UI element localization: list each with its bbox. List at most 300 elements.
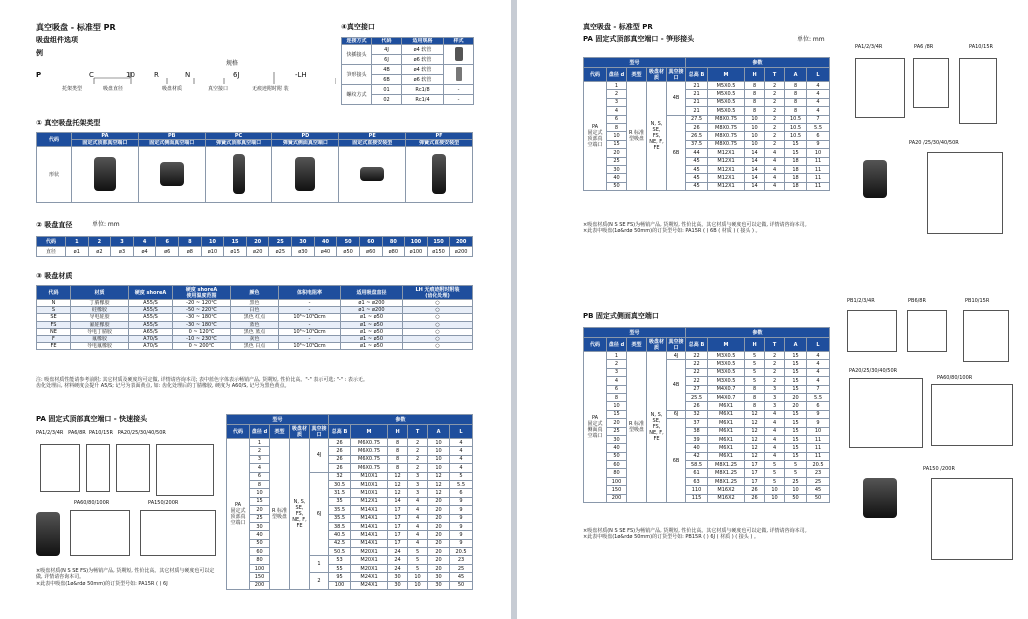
spec-cell: M14X1 xyxy=(351,514,388,522)
spec-cell: 26 xyxy=(329,447,351,455)
spec-cell: 24 xyxy=(388,548,408,556)
spec-row xyxy=(584,368,830,376)
s4-cell: ø6 软管 xyxy=(402,55,444,65)
pa-barb-model-3: PA10/15R xyxy=(969,44,993,50)
spec-dia-cell: 1 xyxy=(250,439,270,447)
s3-row xyxy=(37,343,473,350)
spec-cell: 27 xyxy=(686,385,708,393)
spec-cell: 20 xyxy=(428,556,450,564)
spec-th: M xyxy=(708,68,745,82)
spec-port-cell: 6B xyxy=(667,419,686,503)
pb-th: 参数 xyxy=(686,328,830,338)
spec-dia-cell: 15 xyxy=(607,410,627,418)
spec-cell: 11 xyxy=(807,157,830,165)
s2-code-cell: 200 xyxy=(450,237,473,247)
s3-cell: A70/S xyxy=(129,335,173,342)
spec-dia-cell: 30 xyxy=(607,435,627,443)
spec-code-cell: PA 固定式 顶部真 空端口 xyxy=(584,82,607,191)
s3-cell: FE xyxy=(37,343,71,350)
spec-cell: M6X1 xyxy=(708,452,745,460)
spec-cell: 10.5 xyxy=(785,115,807,123)
spec-dia-cell: 4 xyxy=(607,377,627,385)
spec-dia-cell: 15 xyxy=(607,140,627,148)
s4-cell: 01 xyxy=(372,85,402,95)
spec-cell: 110 xyxy=(686,486,708,494)
spec-cell: 5 xyxy=(745,360,765,368)
s2-unit: 单位: mm xyxy=(92,221,120,228)
spec-dia-cell: 8 xyxy=(607,123,627,131)
spec-cell: M16X2 xyxy=(708,486,745,494)
spec-cell: M6X0.75 xyxy=(351,439,388,447)
spec-dia-cell: 30 xyxy=(250,522,270,530)
s3-cell: -50 ~ 220℃ xyxy=(173,307,231,314)
spec-cell: 20 xyxy=(785,402,807,410)
pe-photo xyxy=(339,147,406,203)
spec-row xyxy=(584,435,830,443)
spec-cell: 55 xyxy=(329,564,351,572)
spec-cell: 11 xyxy=(807,444,830,452)
s3-cell: 白色 xyxy=(231,307,279,314)
code-p: P xyxy=(36,71,42,79)
spec-cell: 2 xyxy=(408,464,428,472)
spec-cell: 24 xyxy=(388,556,408,564)
s1-col-code: PF xyxy=(406,133,473,140)
spec-cell: 18 xyxy=(785,182,807,190)
spec-cell: 38 xyxy=(686,427,708,435)
spec-cell: 5 xyxy=(745,352,765,360)
spec-cell: 4 xyxy=(450,439,473,447)
s2-dia-cell: ø50 xyxy=(337,247,360,257)
spec-cell: 20.5 xyxy=(807,461,830,469)
spec-cell: 2 xyxy=(765,90,785,98)
spec-cell: 14 xyxy=(745,157,765,165)
pa-drawing-small xyxy=(40,444,80,492)
spec-cell: 10 xyxy=(765,494,785,502)
spec-cell: 2 xyxy=(765,82,785,90)
spec-cell: 5 xyxy=(408,556,428,564)
pa-q-th: 参数 xyxy=(329,415,473,425)
spec-cell: 30 xyxy=(388,573,408,581)
s2-code-cell: 25 xyxy=(269,237,292,247)
spec-cell: 2 xyxy=(765,98,785,106)
spec-cell: 26 xyxy=(686,123,708,131)
spec-dia-cell: 8 xyxy=(607,393,627,401)
spec-mat-cell: N, S, SE, FS, NE, F, FE xyxy=(647,352,667,503)
spec-row xyxy=(584,98,830,106)
spec-cell: 14 xyxy=(745,165,765,173)
spec-row xyxy=(584,377,830,385)
spec-cell: M20X1 xyxy=(351,556,388,564)
spec-dia-cell: 4 xyxy=(607,107,627,115)
pa-quick-title: PA 固定式顶部真空端口 - 快速接头 xyxy=(36,415,148,423)
s2-code-cell: 15 xyxy=(224,237,247,247)
s3-row xyxy=(37,314,473,321)
pb-th: 型号 xyxy=(584,328,686,338)
spec-th: M xyxy=(708,338,745,352)
left-subtitle: 吸盘组件选项 xyxy=(36,36,78,44)
spec-row xyxy=(584,115,830,123)
spec-cell: M10X1 xyxy=(351,472,388,480)
spec-dia-cell: 40 xyxy=(250,531,270,539)
spec-cell: 5 xyxy=(785,469,807,477)
s2-dia-cell: ø60 xyxy=(359,247,382,257)
spec-cell: 5 xyxy=(745,377,765,385)
pb-drawing-1 xyxy=(847,310,897,352)
spec-cell: 26.5 xyxy=(686,132,708,140)
spec-dia-cell: 6 xyxy=(607,115,627,123)
spec-cell: M14X1 xyxy=(351,539,388,547)
code-label-5: 无痕迹附时附 装 xyxy=(252,86,289,92)
spec-port-cell: 6B xyxy=(667,115,686,191)
spec-dia-cell: 2 xyxy=(607,90,627,98)
s3-cell: NE xyxy=(37,328,71,335)
spec-th: A xyxy=(428,425,450,439)
spec-cell: 22 xyxy=(686,377,708,385)
spec-cell: 2 xyxy=(765,107,785,115)
pa-drawing-150 xyxy=(140,510,216,556)
s1-title: ① 真空吸盘托架类型 xyxy=(36,119,101,127)
spec-cell: 2 xyxy=(765,360,785,368)
spec-cell: 8 xyxy=(745,402,765,410)
spec-port-cell: 4J xyxy=(667,352,686,360)
spec-cell: 4 xyxy=(765,165,785,173)
spec-th: 代码 xyxy=(584,68,607,82)
spec-th: 吸盘材质 xyxy=(647,338,667,352)
spec-cell: 42 xyxy=(686,452,708,460)
spec-dia-cell: 200 xyxy=(250,581,270,589)
spec-row xyxy=(227,522,473,530)
spec-row xyxy=(227,514,473,522)
s3-cell: ○ xyxy=(403,335,473,342)
pb-model-60: PA60/80/100R xyxy=(937,375,973,381)
spec-cell: 115 xyxy=(686,494,708,502)
pa-barb-drawing-1 xyxy=(855,58,905,118)
spec-th: T xyxy=(408,425,428,439)
spec-cell: 10 xyxy=(807,427,830,435)
spec-cell: 26 xyxy=(329,464,351,472)
spec-cell: 10 xyxy=(745,123,765,131)
spec-dia-cell: 50 xyxy=(607,452,627,460)
spec-cell: M20X1 xyxy=(351,548,388,556)
spec-dia-cell: 1 xyxy=(607,82,627,90)
s2-code-cell: 4 xyxy=(133,237,156,247)
spec-cell: 4 xyxy=(765,419,785,427)
spec-cell: 18 xyxy=(785,165,807,173)
spec-row xyxy=(584,486,830,494)
spec-dia-cell: 1 xyxy=(607,352,627,360)
s2-code-cell: 20 xyxy=(246,237,269,247)
left-page xyxy=(0,0,511,619)
spec-cell: 39 xyxy=(686,435,708,443)
spec-cell: 5 xyxy=(765,469,785,477)
pb-model-20: PA20/25/30/40/50R xyxy=(849,368,898,374)
code-n: N xyxy=(185,71,191,79)
spec-cell: 3 xyxy=(408,472,428,480)
pa-b-th: 型号 xyxy=(584,58,686,68)
spec-dia-cell: 2 xyxy=(607,360,627,368)
spec-cell: 58.5 xyxy=(686,461,708,469)
pb-drawing-2 xyxy=(907,310,947,352)
spec-code-cell: PA 固定式 侧面真 空端口 xyxy=(584,352,607,503)
spec-cell: 45 xyxy=(686,165,708,173)
s2-dia-cell: ø8 xyxy=(179,247,202,257)
spec-cell: 15 xyxy=(785,435,807,443)
code-10: 10 xyxy=(126,71,135,79)
pb-model-3: PB10/15R xyxy=(965,298,990,304)
spec-row xyxy=(584,402,830,410)
spec-port-cell: 6J xyxy=(667,410,686,418)
spec-cell: 7 xyxy=(807,115,830,123)
spec-cell: 27.5 xyxy=(686,115,708,123)
spec-cell: 8 xyxy=(745,385,765,393)
pb-photo xyxy=(863,478,897,518)
spec-cell: 17 xyxy=(388,506,408,514)
spec-row xyxy=(584,149,830,157)
spec-cell: 32 xyxy=(329,472,351,480)
s2-dia-cell: ø200 xyxy=(450,247,473,257)
spec-row xyxy=(584,385,830,393)
pc-photo xyxy=(205,147,272,203)
spec-cell: M6X1 xyxy=(708,402,745,410)
spec-cell: 9 xyxy=(450,514,473,522)
spec-cell: 12 xyxy=(745,435,765,443)
s2-dia-cell: ø4 xyxy=(133,247,156,257)
spec-cell: 4 xyxy=(408,506,428,514)
spec-cell: 4 xyxy=(807,82,830,90)
spec-cell: M10X1 xyxy=(351,480,388,488)
spec-cell: 4 xyxy=(765,157,785,165)
spec-cell: 22 xyxy=(686,360,708,368)
spec-cell: 17 xyxy=(745,461,765,469)
spec-cell: 20.5 xyxy=(450,548,473,556)
s3-cell: N xyxy=(37,300,71,307)
s2-code-cell: 60 xyxy=(359,237,382,247)
s4-cell: 笋形接头 xyxy=(342,65,372,85)
spec-cell: 11 xyxy=(807,452,830,460)
s4-cell: - xyxy=(444,85,474,95)
spec-cell: 2 xyxy=(765,140,785,148)
spec-dia-cell: 15 xyxy=(250,497,270,505)
spec-cell: 14 xyxy=(745,182,765,190)
s2-code-cell: 40 xyxy=(314,237,337,247)
s4-th: 代码 xyxy=(372,38,402,45)
spec-row xyxy=(227,506,473,514)
s3-th: 体积电阻率 xyxy=(279,286,341,300)
spec-cell: 61 xyxy=(686,469,708,477)
spec-cell: M24X1 xyxy=(351,581,388,589)
spec-cell: 2 xyxy=(408,439,428,447)
spec-cell: M6X1 xyxy=(708,419,745,427)
s2-code-cell: 30 xyxy=(292,237,315,247)
s3-row xyxy=(37,328,473,335)
spec-cell: 10 xyxy=(745,140,765,148)
spec-cell: M3X0.5 xyxy=(708,368,745,376)
spec-cell: M12X1 xyxy=(708,182,745,190)
spec-dia-cell: 2 xyxy=(250,447,270,455)
spec-row xyxy=(584,427,830,435)
spec-cell: 38.5 xyxy=(329,522,351,530)
pa-drawing-10 xyxy=(116,444,150,492)
spec-th: A xyxy=(785,68,807,82)
spec-row xyxy=(584,452,830,460)
spec-cell: 45 xyxy=(686,174,708,182)
s3-cell: SE xyxy=(37,314,71,321)
s3-cell: ø1 ~ ø50 xyxy=(341,335,403,342)
spec-cell: 50 xyxy=(785,494,807,502)
spec-cell: 3 xyxy=(408,489,428,497)
spec-cell: 10.5 xyxy=(785,132,807,140)
spec-cell: 26 xyxy=(745,494,765,502)
spec-cell: M5X0.5 xyxy=(708,90,745,98)
spec-cell: 12 xyxy=(745,444,765,452)
spec-row xyxy=(584,174,830,182)
s2-code-cell: 3 xyxy=(111,237,134,247)
spec-cell: 4 xyxy=(807,98,830,106)
spec-cell: 3 xyxy=(765,402,785,410)
spec-dia-cell: 6 xyxy=(607,385,627,393)
s4-fitting-icon xyxy=(444,45,474,65)
spec-cell: M8X0.75 xyxy=(708,132,745,140)
code-r: R xyxy=(154,71,159,79)
spec-cell: 15 xyxy=(785,452,807,460)
spec-cell: 12 xyxy=(745,419,765,427)
spec-dia-cell: 3 xyxy=(607,368,627,376)
spec-cell: 2 xyxy=(408,447,428,455)
spec-row xyxy=(584,132,830,140)
spec-row xyxy=(227,548,473,556)
s4-th: 样式 xyxy=(444,38,474,45)
spec-row xyxy=(227,581,473,589)
spec-cell: 2 xyxy=(765,123,785,131)
spec-row xyxy=(227,556,473,564)
pa-barb-photo xyxy=(863,160,887,198)
s3-cell: ○ xyxy=(403,300,473,307)
spec-cell: 26 xyxy=(329,455,351,463)
s3-cell: - xyxy=(279,335,341,342)
s3-cell: ø1 ~ ø50 xyxy=(341,328,403,335)
s3-th: 硬度 shoreA 使用温度范围 xyxy=(173,286,231,300)
spec-cell: M14X1 xyxy=(351,506,388,514)
spec-cell: 4 xyxy=(807,368,830,376)
spec-row xyxy=(584,157,830,165)
spec-cell: 100 xyxy=(329,581,351,589)
spec-row xyxy=(227,464,473,472)
spec-cell: 35 xyxy=(329,497,351,505)
s3-cell: ○ xyxy=(403,343,473,350)
code-lh: -LH xyxy=(295,71,307,79)
spec-th: 代码 xyxy=(584,338,607,352)
spec-cell: 35.5 xyxy=(329,506,351,514)
spec-dia-cell: 50 xyxy=(607,182,627,190)
s4-cell: 螺纹方式 xyxy=(342,85,372,105)
spec-cell: 2 xyxy=(765,352,785,360)
spec-cell: 9 xyxy=(450,531,473,539)
pb-table xyxy=(583,327,830,503)
spec-th: 类型 xyxy=(627,338,647,352)
s3-cell: 导电丁腈胶 xyxy=(71,328,129,335)
pf-photo xyxy=(406,147,473,203)
spec-cell: 9 xyxy=(807,410,830,418)
pa-model-60: PA60/80/100R xyxy=(74,500,110,506)
spec-th: L xyxy=(450,425,473,439)
s1-col-desc: 固定式侧面真空端口 xyxy=(138,140,205,147)
spec-dia-cell: 25 xyxy=(250,514,270,522)
spec-cell: M6X1 xyxy=(708,435,745,443)
spec-cell: 4 xyxy=(765,435,785,443)
s1-col-code: PB xyxy=(138,133,205,140)
spec-cell: 12 xyxy=(745,427,765,435)
spec-cell: 5.5 xyxy=(807,393,830,401)
spec-cell: M12X1 xyxy=(351,497,388,505)
spec-code-cell: PA 固定式 顶部真 空端口 xyxy=(227,439,250,590)
spec-row xyxy=(227,497,473,505)
s1-col-desc: 弹簧式侧面真空端口 xyxy=(272,140,339,147)
spec-cell: 30 xyxy=(428,573,450,581)
s2-dia-cell: ø20 xyxy=(246,247,269,257)
spec-cell: 9 xyxy=(450,539,473,547)
spec-cell: 17 xyxy=(745,477,765,485)
spec-th: 吸盘材质 xyxy=(647,68,667,82)
spec-cell: 4 xyxy=(765,174,785,182)
s2-dia-cell: ø2 xyxy=(88,247,111,257)
spec-cell: 9 xyxy=(450,506,473,514)
spec-cell: 4 xyxy=(408,539,428,547)
s2-code-cell: 2 xyxy=(88,237,111,247)
s4-cell: Rc1/4 xyxy=(402,95,444,105)
spec-row xyxy=(584,90,830,98)
spec-cell: 4 xyxy=(408,514,428,522)
s4-cell: ø4 软管 xyxy=(402,45,444,55)
spec-cell: 17 xyxy=(388,514,408,522)
spec-cell: M6X1 xyxy=(708,410,745,418)
code-label-4: 真空接口 xyxy=(208,86,229,92)
spec-cell: 24 xyxy=(388,564,408,572)
spec-cell: 12 xyxy=(428,489,450,497)
spec-cell: 8 xyxy=(785,107,807,115)
spec-th: 真空接口 xyxy=(667,68,686,82)
spec-dia-cell: 8 xyxy=(250,480,270,488)
spec-dia-cell: 10 xyxy=(607,132,627,140)
s3-cell: A55/S xyxy=(129,314,173,321)
spec-cell: 10 xyxy=(428,455,450,463)
s3-cell: - xyxy=(279,300,341,307)
spec-cell: 50.5 xyxy=(329,548,351,556)
spec-cell: 14 xyxy=(388,497,408,505)
spec-cell: 9 xyxy=(807,419,830,427)
spec-cell: 6 xyxy=(450,489,473,497)
spec-cell: 17 xyxy=(388,531,408,539)
spec-cell: 15 xyxy=(785,368,807,376)
spec-mat-cell: N, S, SE, FS, NE, F, FE xyxy=(290,439,310,590)
s3-cell: 0 ~ 120℃ xyxy=(173,328,231,335)
spec-cell: 15 xyxy=(785,444,807,452)
spec-row xyxy=(227,455,473,463)
spec-cell: 5 xyxy=(450,472,473,480)
spec-cell: 8 xyxy=(388,439,408,447)
spec-row xyxy=(227,439,473,447)
code-spec-label: 规格 xyxy=(226,60,239,67)
spec-cell: 21 xyxy=(686,82,708,90)
spec-cell: 26 xyxy=(745,486,765,494)
spec-row xyxy=(227,573,473,581)
spec-cell: 21 xyxy=(686,98,708,106)
pa-barb-drawing-20 xyxy=(927,152,1003,234)
spec-cell: M6X1 xyxy=(708,444,745,452)
spec-mat-cell: N, S, SE, FS, NE, F, FE xyxy=(647,82,667,191)
s4-cell: 6B xyxy=(372,75,402,85)
s3-cell: ○ xyxy=(403,307,473,314)
s2-code-cell: 6 xyxy=(156,237,179,247)
